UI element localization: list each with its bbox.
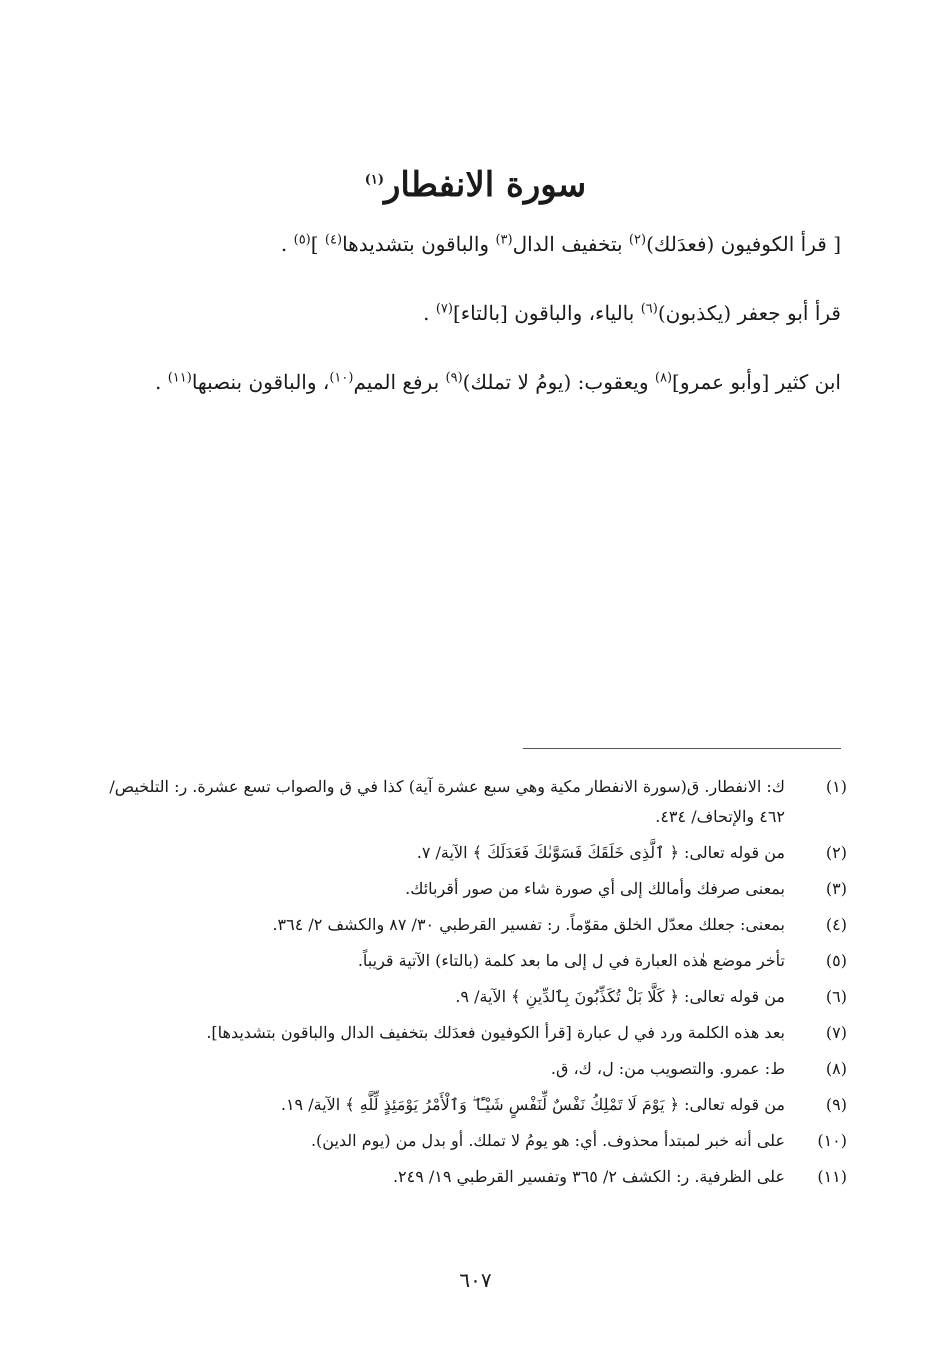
footnote-number: (٦) bbox=[825, 987, 847, 1006]
footnote-text: من قوله تعالى: ﴿ ٱلَّذِى خَلَقَكَ فَسَوَّىٰكَ فَعَدَلَكَ ﴾ الآية/ ٧. bbox=[416, 843, 785, 862]
paragraph-2 bbox=[82, 291, 841, 335]
title-footnote-ref: (١) bbox=[364, 172, 384, 188]
surah-title-text: سورة الانفطار bbox=[384, 165, 587, 205]
footnote-number: (٤) bbox=[825, 915, 847, 934]
footnote-divider bbox=[523, 748, 841, 749]
p1-text-4: ] bbox=[310, 232, 325, 256]
footnote-2 bbox=[82, 838, 847, 868]
p2-end: . bbox=[423, 301, 436, 325]
p3-text-1: ابن كثير [وأبو عمرو] bbox=[672, 370, 841, 394]
footnote-ref-5: (٥) bbox=[293, 232, 311, 248]
paragraph-1 bbox=[82, 222, 841, 266]
footnote-text: ط: عمرو. والتصويب من: ل، ك، ق. bbox=[550, 1059, 785, 1078]
footnote-ref-9: (٩) bbox=[445, 370, 463, 386]
footnote-number: (٢) bbox=[825, 843, 847, 862]
footnote-8 bbox=[82, 1054, 847, 1084]
footnote-ref-6: (٦) bbox=[640, 301, 658, 317]
footnote-number: (٨) bbox=[825, 1059, 847, 1078]
footnote-6 bbox=[82, 982, 847, 1012]
footnote-number: (٥) bbox=[825, 951, 847, 970]
surah-title bbox=[0, 165, 951, 205]
footnote-3 bbox=[82, 874, 847, 904]
page-number: ٦٠٧ bbox=[459, 1268, 492, 1292]
footnote-ref-10: (١٠) bbox=[329, 370, 354, 386]
footnote-number: (٣) bbox=[825, 879, 847, 898]
footnote-text: من قوله تعالى: ﴿ يَوْمَ لَا تَمْلِكُ نَفْسٌ لِّنَفْسٍ شَيْـًٔا ۖ وَٱلْأَمْرُ يَوْمَئِذٍ لِّلَّهِ ﴾ الآية/ ١٩. bbox=[280, 1095, 785, 1114]
paragraph-3 bbox=[82, 360, 841, 404]
footnote-10 bbox=[82, 1126, 847, 1156]
footnote-number: (١١) bbox=[817, 1167, 847, 1186]
main-text bbox=[82, 222, 841, 429]
p1-end: . bbox=[280, 232, 294, 256]
p1-text-3: والباقون بتشديدها bbox=[342, 232, 496, 256]
p2-text-2: بالياء، والباقون [بالتاء] bbox=[452, 301, 641, 325]
footnote-ref-3: (٣) bbox=[495, 232, 513, 248]
p2-text-1: قرأ أبو جعفر (يكذبون) bbox=[657, 301, 841, 325]
p1-text-1: [ قرأ الكوفيون (فعدَلك) bbox=[646, 232, 841, 256]
footnote-text: على الظرفية. ر: الكشف ٢/ ٣٦٥ وتفسير القرطبي ١٩/ ٢٤٩. bbox=[392, 1167, 785, 1186]
footnote-text: تأخر موضع هٰذه العبارة في ل إلى ما بعد كلمة (بالتاء) الآتية قريباً. bbox=[357, 951, 785, 970]
footnote-text: بعد هذه الكلمة ورد في ل عبارة [قرأ الكوفيون فعدَلك بتخفيف الدال والباقون بتشديدها]. bbox=[206, 1023, 785, 1042]
footnote-1 bbox=[82, 772, 847, 832]
footnote-text: من قوله تعالى: ﴿ كَلَّا بَلْ تُكَذِّبُونَ بِٱلدِّينِ ﴾ الآية/ ٩. bbox=[455, 987, 785, 1006]
footnote-7 bbox=[82, 1018, 847, 1048]
footnote-ref-8: (٨) bbox=[654, 370, 673, 386]
p3-text-4: ، والباقون بنصبها bbox=[191, 370, 330, 394]
footnote-number: (٩) bbox=[825, 1095, 847, 1114]
footnote-number: (٧) bbox=[825, 1023, 847, 1042]
footnote-text: ك: الانفطار. ق(سورة الانفطار مكية وهي سبع عشرة آية) كذا في ق والصواب تسع عشرة. ر: التلخيص/ ٤٦٢ والإتحاف/ ٤٣٤. bbox=[109, 777, 785, 826]
footnote-ref-2: (٢) bbox=[628, 232, 647, 248]
p3-text-2: ويعقوب: (يومُ لا تملك) bbox=[462, 370, 655, 394]
footnote-text: بمعنى صرفك وأمالك إلى أي صورة شاء من صور أقربائك. bbox=[405, 879, 785, 898]
p1-text-2: بتخفيف الدال bbox=[512, 232, 629, 256]
footnote-5 bbox=[82, 946, 847, 976]
footnote-9 bbox=[82, 1090, 847, 1120]
footnote-text: بمعنى: جعلك معدّل الخلق مقوّماً. ر: تفسير القرطبي ٣٠/ ٨٧ والكشف ٢/ ٣٦٤. bbox=[272, 915, 785, 934]
footnote-ref-7: (٧) bbox=[435, 301, 453, 317]
footnote-ref-11: (١١) bbox=[167, 370, 192, 386]
footnote-ref-4: (٤) bbox=[324, 232, 343, 248]
footnote-text: على أنه خبر لمبتدأ محذوف. أي: هو يومُ لا تملك. أو بدل من (يوم الدين). bbox=[310, 1131, 785, 1150]
footnote-number: (١٠) bbox=[817, 1131, 847, 1150]
footnote-11 bbox=[82, 1162, 847, 1192]
p3-end: . bbox=[154, 370, 168, 394]
footnote-number: (١) bbox=[825, 777, 847, 796]
p3-text-3: برفع الميم bbox=[353, 370, 446, 394]
footnote-4 bbox=[82, 910, 847, 940]
footnotes bbox=[82, 772, 847, 1198]
